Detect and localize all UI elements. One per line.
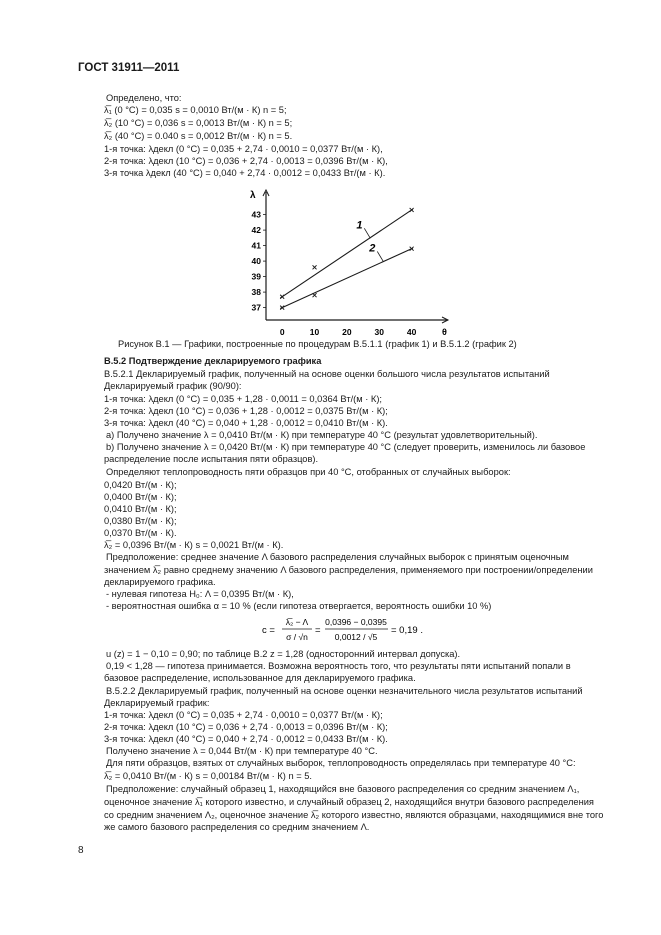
series-1 [280, 208, 413, 299]
text-line: Получено значение λ = 0,044 Вт/(м · К) при температуре 40 °С. [106, 746, 378, 756]
y-tick-label: 41 [251, 240, 261, 251]
x-tick-label: 0 [279, 327, 285, 336]
text-line: Определяют теплопроводность пяти образцов при 40 °С, отобранных от случайных выборок: [106, 467, 511, 477]
section-heading: В.5.2 Подтверждение декларируемого графика [104, 356, 322, 366]
series-line [280, 248, 413, 308]
document-header: ГОСТ 31911—2011 [78, 62, 180, 74]
data-point [313, 293, 317, 297]
text-line: В.5.2.2 Декларируемый график, полученный на основе оценки незначительного числа результатов испытаний [106, 686, 583, 696]
series-label: 1 [356, 219, 363, 232]
text-line: λ̅₁ (0 °С) = 0,035 s = 0,0010 Вт/(м · К) n = 5; [104, 105, 287, 115]
figure-caption: Рисунок В.1 — Графики, построенные по процедурам В.5.1.1 (график 1) и В.5.1.2 (график 2) [118, 339, 517, 349]
x-tick-label: 40 [406, 327, 417, 336]
y-tick-label: 42 [251, 225, 261, 236]
formula-lhs: c = [262, 625, 275, 636]
text-line: оценочное значение λ̅₁ которого известно, и случайный образец 2, находящийся внутри базового распределения [104, 797, 594, 807]
data-point [280, 306, 284, 310]
y-tick-label: 43 [251, 209, 261, 220]
text-line: Декларируемый график (90/90): [104, 381, 242, 391]
c-statistic-formula [262, 615, 442, 645]
page-number: 8 [78, 845, 84, 856]
series-label: 2 [369, 242, 376, 255]
text-line: 2-я точка: λдекл (10 °С) = 0,036 + 2,74 · 0,0013 = 0,0396 Вт/(м · К), [104, 156, 388, 166]
text-line: λ̅₂ (40 °С) = 0.040 s = 0,0012 Вт/(м · К) n = 5. [104, 131, 293, 141]
y-tick-label: 37 [251, 302, 261, 313]
text-line: значением λ̅₂ равно среднему значению Λ базового распределения, применяемого при построении/определении [104, 565, 593, 575]
text-line: распределение после испытания пяти образцов). [104, 454, 319, 464]
series-line [280, 209, 413, 298]
text-line: базовое распределение, использованное для декларируемого графика. [104, 673, 416, 683]
text-line: со средним значением Λ₂, оценочное значение λ̅₂ которого известно, являются образцами, находящимися вне того [104, 810, 604, 820]
formula-den2: 0,0012 / √5 [334, 632, 378, 642]
y-tick-label: 38 [251, 287, 261, 298]
sample-value: 0,0400 Вт/(м · К); [104, 492, 177, 502]
data-point [410, 208, 414, 212]
data-point [313, 265, 317, 269]
formula-num2: 0,0396 − 0,0395 [325, 617, 387, 627]
text-line: λ̅₂ = 0,0410 Вт/(м · К) s = 0,00184 Вт/(м · К) n = 5. [104, 771, 312, 781]
x-tick-label: 10 [309, 327, 320, 336]
formula-eq: = [315, 625, 321, 636]
text-line: декларируемого графика. [104, 577, 216, 587]
text-line: 3-я точка λдекл (40 °С) = 0,040 + 2,74 · 0,0012 = 0,0433 Вт/(м · К). [104, 168, 386, 178]
text-line: - нулевая гипотеза H₀: Λ = 0,0395 Вт/(м · К), [106, 589, 294, 599]
text-line: b) Получено значение λ = 0,0420 Вт/(м · К) при температуре 40 °С (следует проверить, изменилось ли базовое [106, 442, 586, 452]
text-line: u (z) = 1 − 0,10 = 0,90; по таблице В.2 z = 1,28 (односторонний интервал допуска). [106, 649, 461, 659]
formula-den1: σ / √n [286, 632, 308, 642]
text-line: λ̅₂ (10 °С) = 0,036 s = 0,0013 Вт/(м · К) n = 5; [104, 118, 293, 128]
text-line: Определено, что: [106, 93, 182, 103]
sample-value: 0,0380 Вт/(м · К); [104, 516, 177, 526]
text-line: 1-я точка: λдекл (0 °С) = 0,035 + 2,74 · 0,0010 = 0,0377 Вт/(м · К); [104, 710, 383, 720]
x-tick-label: 20 [342, 327, 352, 336]
formula-num1: λ̅₂ − Λ [285, 617, 309, 627]
text-line: же самого базового распределения со средним значением Λ. [104, 822, 370, 832]
text-line: Предположение: среднее значение Λ базового распределения случайных выборок с принятым оценочным [106, 552, 569, 562]
text-line: 2-я точка: λдекл (10 °С) = 0,036 + 2,74 · 0,0013 = 0,0396 Вт/(м · К); [104, 722, 388, 732]
text-line: 1-я точка: λдекл (0 °С) = 0,035 + 1,28 · 0,0011 = 0,0364 Вт/(м · К); [104, 394, 383, 404]
text-line: В.5.2.1 Декларируемый график, полученный на основе оценки большого числа результатов испытаний [104, 369, 550, 379]
series-label-leader [364, 228, 370, 238]
text-line: Декларируемый график: [104, 698, 210, 708]
series-label-leader [377, 251, 383, 261]
formula-result: = 0,19 . [391, 625, 423, 636]
sample-value: 0,0410 Вт/(м · К); [104, 504, 177, 514]
text-line: 3-я точка: λдекл (40 °С) = 0,040 + 2,74 · 0,0012 = 0,0433 Вт/(м · К). [104, 734, 388, 744]
text-line: 0,19 < 1,28 — гипотеза принимается. Возможна вероятность того, что результаты пяти испытаний попали в [106, 661, 571, 671]
text-line: Для пяти образцов, взятых от случайных выборок, теплопроводность определялась при температуре 40 °С: [106, 758, 576, 768]
series-2 [280, 242, 413, 309]
y-tick-label: 39 [251, 271, 261, 282]
sample-value: 0,0370 Вт/(м · К). [104, 528, 177, 538]
data-point [410, 247, 414, 251]
text-line: 3-я точка: λдекл (40 °С) = 0,040 + 1,28 · 0,0012 = 0,0410 Вт/(м · К). [104, 418, 388, 428]
y-axis-label: λ [250, 190, 256, 201]
x-tick-label: 30 [374, 327, 385, 336]
text-line: λ̅₂ = 0,0396 Вт/(м · К) s = 0,0021 Вт/(м · К). [104, 540, 284, 550]
text-line: Предположение: случайный образец 1, находящийся вне базового распределения со средним значением Λ₁, [106, 784, 580, 794]
text-line: 1-я точка: λдекл (0 °С) = 0,035 + 2,74 · 0,0010 = 0,0377 Вт/(м · К), [104, 144, 383, 154]
text-line: - вероятностная ошибка α = 10 % (если гипотеза отвергается, вероятность ошибки 10 %) [106, 601, 492, 611]
lambda-theta-chart [228, 186, 458, 336]
x-axis-label: θ [442, 327, 447, 336]
sample-value: 0,0420 Вт/(м · К); [104, 480, 177, 490]
text-line: а) Получено значение λ = 0,0410 Вт/(м · К) при температуре 40 °С (результат удовлетворительный). [106, 430, 538, 440]
y-tick-label: 40 [251, 256, 261, 267]
text-line: 2-я точка: λдекл (10 °С) = 0,036 + 1,28 · 0,0012 = 0,0375 Вт/(м · К); [104, 406, 388, 416]
data-point [280, 295, 284, 299]
